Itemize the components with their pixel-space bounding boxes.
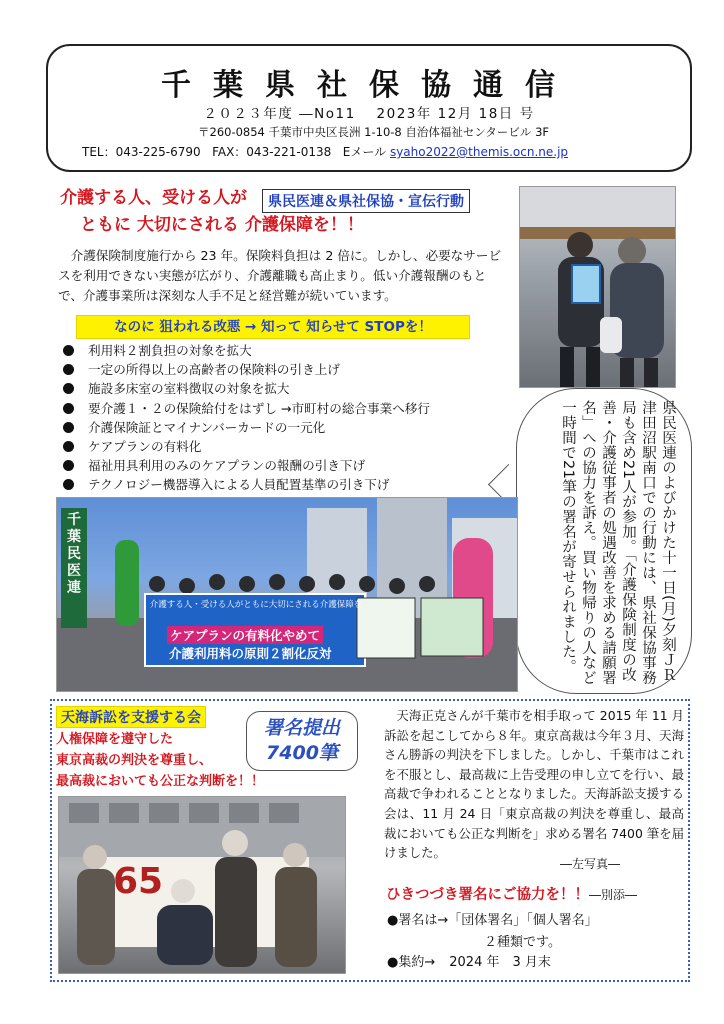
address: 〒260-0854 千葉市中央区長洲 1-10-8 自治体福祉センタービル 3F [198,125,550,139]
signature-types: ●署名は→「団体署名」「個人署名」 [387,913,598,928]
list-item: 施設多床室の室料徴収の対象を拡大 [60,379,510,398]
headline-line1: 介護する人、受ける人が [60,188,247,208]
bullet-icon [63,479,74,490]
subheading-line2: 東京高裁の判決を尊重し、 [56,753,213,768]
photo-sign-number: 65 [113,861,164,902]
fax: FAX：043-221-0138 [212,145,332,159]
appeal-text: ひきつづき署名にご協力を！！ [386,887,589,903]
list-item: 福祉用具利用のみのケアプランの報酬の引き下げ [60,456,510,475]
masthead [46,44,692,172]
bullet-icon [63,441,74,452]
email-label: Eメール [342,145,387,159]
photo-group-drawing [57,498,518,692]
bullet-icon [63,460,74,471]
bullet-icon [63,364,74,375]
banner-main2: 介護利用料の原則２割化反対 [169,646,332,661]
deadline-label: ●集約→ [387,955,436,970]
photo-court-drawing [59,797,346,974]
list-item: テクノロジー機器導入による人員配置基準の引き下げ [60,475,510,494]
collection-deadline [387,951,551,970]
bubble-text: 県民医連のよびかけた十一日(月)夕刻ＪＲ津田沼駅南口での行動には、県社保協事務局も含め21人が参加。「介護保険制度の改善・介護従事者の処遇改善を求める請願署名」への協力を訴え。買い物帰りの人など一時間で21筆の署名が寄せられました。 [560,400,676,685]
contact-line [82,143,568,160]
signature-appeal [386,883,637,904]
subheading-line1: 人権保障を遵守した [56,732,174,747]
bullet-icon [63,345,74,356]
list-item: 要介護１・２の保険給付をはずし →市町村の総合事業へ移行 [60,399,510,418]
article2-body: 天海正克さんが千葉市を相手取って 2015 年 11 月訴訟を起こしてから８年。東京高裁は今年３月、天海さん勝訴の判決を下しました。しかし、千葉市はこれを不服とし、最高裁に上告受理の申し立てを行い、最高裁で争われることとなりました。天海訴訟支援する会は、11 月 24 日「東京高裁の判決を尊重し、最高裁においても公正な判断を」求める署名 7400 筆を届けました。 [384,708,684,861]
banner-top: 介護する人・受ける人がともに大切にされる介護保障を [149,600,363,610]
email-link[interactable]: syaho2022@themis.ocn.ne.jp [389,145,569,159]
list-item: 利用料２割負担の対象を拡大 [60,341,510,360]
bullet-icon [63,422,74,433]
deadline-date: 2024 年 3 月末 [449,955,551,970]
badge-line2: 7400筆 [266,742,338,764]
flag-text: 千葉民医連 [67,512,81,596]
intro-paragraph: 介護保険制度施行から 23 年。保険料負担は 2 倍に。しかし、必要なサービスを利用できない実態が広がり、介護離職も高止まり。低い介護報酬のもとで、介護事業所は深刻な人手不足と経営難が続いています。 [58,248,502,303]
list-item: 介護保険証とマイナンバーカードの一元化 [60,418,510,437]
photo-signing-drawing [520,187,676,388]
list-item: ケアプランの有料化 [60,437,510,456]
banner-main1: ケアプランの有料化やめて [167,626,323,644]
bullet-icon [63,403,74,414]
signature-count-badge [246,711,358,771]
photo-signing [519,186,676,388]
photo-court-delegation [58,796,346,974]
issue-line: ２０２３年度 ―No11 2023年 12月 18日 号 [203,106,535,122]
support-group-tag: 天海訴訟を支援する会 [56,706,206,728]
badge-line1: 署名提出 [263,717,340,739]
reform-list [60,341,510,495]
appeal-ref: ―別添― [589,888,638,902]
newsletter-title: 千葉県社保協通信 [161,68,577,103]
bullet-icon [63,383,74,394]
photo-reference: ―左写真― [560,857,621,871]
headline-line2: ともに 大切にされる 介護保障を！！ [80,215,364,235]
signature-types-count: ２種類です。 [484,935,561,950]
photo-group-banner [56,497,518,692]
list-item: 一定の所得以上の高齢者の保険料の引き上げ [60,360,510,379]
subheading-line3: 最高裁においても公正な判断を！！ [56,774,265,789]
tel: TEL：043-225-6790 [82,145,201,159]
article2-subheading [56,729,264,792]
event-tag: 県民医連＆県社保協・宣伝行動 [262,189,470,213]
stop-banner: なのに 狙われる改悪 → 知って 知らせて STOPを！ [76,315,470,339]
